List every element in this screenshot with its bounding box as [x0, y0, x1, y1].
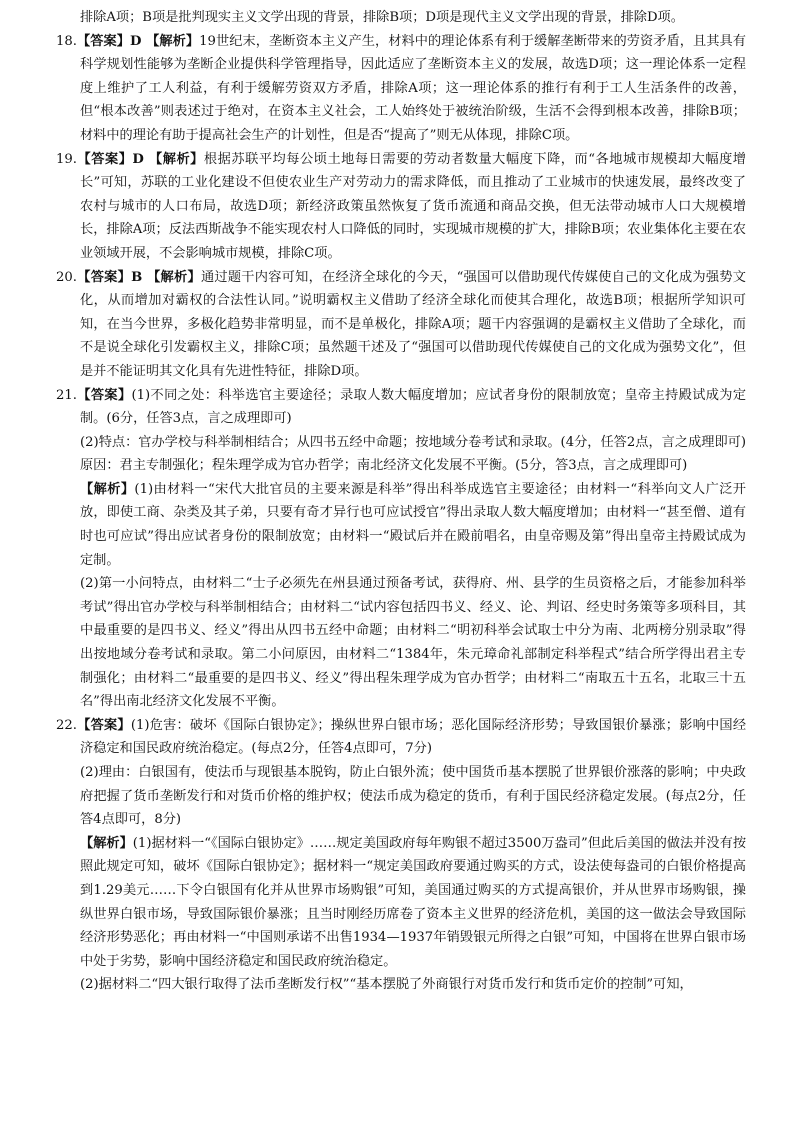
paragraph: [56, 6, 746, 30]
question-number: 18.: [56, 33, 77, 49]
answer-tag: 【解析】: [80, 481, 135, 497]
answer-document: [56, 6, 746, 997]
paragraph-text: (2)理由：白银国有，使法币与现银基本脱钩，防止白银外流；使中国货币基本摆脱了世界银价涨落的影响；中央政府把握了货币垄断发行和对货币价格的维护权；使法币成为稳定的货币，有利于国民经济稳定发展。(每点2分，任答4点即可，8分): [80, 765, 746, 828]
answer-tag: 【答案】: [76, 387, 132, 403]
paragraph-text: (1)由材料一“宋代大批官员的主要来源是科举”得出科举成选官主要途径；由材料一“科举向文人广泛开放，即使工商、杂类及其子弟，只要有奇才异行也可应试授官”得出录取人数大幅度增加；由材料一“甚至僧、道有时也可应试”得出应试者身份的限制放宽；由材料一“殿试后并在殿前唱名，由皇帝赐及第”得出皇帝主持殿试成为定制。: [80, 481, 746, 568]
paragraph-text: 19世纪末，垄断资本主义产生，材料中的理论体系有利于缓解垄断带来的劳资矛盾，且其具有科学规划性能够为垄断企业提供科学管理指导，因此适应了垄断资本主义的发展，故选D项；这一理论体系一定程度上维护了工人利益，有利于缓解劳资双方矛盾，排除A项；这一理论体系的推行有利于工人生活条件的改善，但“根本改善”则表述过于绝对，在资本主义社会，工人始终处于被统治阶级，生活不会得到根本改善，排除B项；材料中的理论有助于提高社会生产的计划性，但是否“提高了”则无从体现，排除C项。: [80, 33, 746, 143]
answer-tag: 【答案】: [76, 717, 131, 733]
paragraph: [56, 384, 746, 431]
question-number: 20.: [56, 269, 77, 285]
paragraph-text: 通过题干内容可知，在经济全球化的今天，“强国可以借助现代传媒使自己的文化成为强势文化，从而增加对霸权的合法性认同。”说明霸权主义借助了经济全球化而使其合理化，故选B项；根据所学知识可知，在当今世界，多极化趋势非常明显，而不是单极化，排除A项；题干内容强调的是霸权主义借助了全球化，而不是说全球化引发霸权主义，排除C项；虽然题干述及了“强国可以借助现代传媒使自己的文化成为强势文化”，但是并不能证明其文化具有先进性特征，排除D项。: [80, 269, 746, 379]
paragraph-text: (1)据材料一“《国际白银协定》……规定美国政府每年购银不超过3500万盎司”但此后美国的做法并没有按照此规定可知，破坏《国际白银协定》；据材料一“规定美国政府要通过购买的方式，设法使每盎司的白银价格提高到1.29美元……下令白银国有化并从世界市场购银”可知，美国通过购买的方式提高银价，并从世界市场购银，操纵世界白银市场，导致国际银价暴涨；且当时刚经历席卷了资本主义世界的经济危机，美国的这一做法会导致国际经济形势恶化；再由材料一“中国则承诺不出售1934—1937年销毁银元所得之白银”可知，中国将在世界白银市场中处于劣势，影响中国经济稳定和国民政府统治稳定。: [80, 835, 747, 969]
paragraph-text: 根据苏联平均每公顷土地每日需要的劳动者数量大幅度下降，而“各地城市规模却大幅度增长”可知，苏联的工业化建设不但使农业生产对劳动力的需求降低，而且推动了工业城市的快速发展，最终改变了农村与城市的人口布局，故选D项；新经济政策虽然恢复了货币流通和商品交换，但无法带动城市人口大规模增长，排除A项；反法西斯战争不能实现农村人口降低的同时，实现城市规模的扩大，排除B项；农业集体化主要在农业领域开展，不会影响城市规模，排除C项。: [80, 151, 746, 261]
answer-tag: 【答案】D 【解析】: [76, 33, 200, 49]
paragraph: [56, 832, 746, 974]
paragraph-text: (2)特点：官办学校与科举制相结合；从四书五经中命题；按地域分卷考试和录取。(4分，任答2点，言之成理即可)原因：君主专制强化；程朱理学成为官办哲学；南北经济文化发展不平衡。(5分，答3点，言之成理即可): [80, 434, 746, 474]
paragraph: [56, 478, 746, 572]
paragraph: [56, 148, 746, 266]
question-number: 19.: [56, 151, 77, 167]
paragraph: [56, 714, 746, 761]
paragraph: [56, 761, 746, 832]
paragraph: [56, 572, 746, 714]
question-number: 21.: [56, 387, 77, 403]
paragraph-text: (1)危害：破坏《国际白银协定》；操纵世界白银市场；恶化国际经济形势；导致国银价暴涨；影响中国经济稳定和国民政府统治稳定。(每点2分，任答4点即可，7分): [80, 717, 747, 757]
paragraph-text: (1)不同之处：科举选官主要途径；录取人数大幅度增加；应试者身份的限制放宽；皇帝主持殿试成为定制。(6分，任答3点，言之成理即可): [80, 387, 747, 427]
paragraph: [56, 266, 746, 384]
answer-tag: 【答案】B 【解析】: [76, 269, 201, 285]
paragraph-text: (2)据材料二“四大银行取得了法币垄断发行权”“基本摆脱了外商银行对货币发行和货币定价的控制”可知，: [80, 977, 693, 993]
answer-tag: 【解析】: [80, 835, 133, 851]
paragraph-text: 排除A项；B项是批判现实主义文学出现的背景，排除B项；D项是现代主义文学出现的背景，排除D项。: [80, 10, 684, 25]
paragraph: [56, 30, 746, 148]
paragraph: [56, 431, 746, 478]
paragraph-text: (2)第一小问特点，由材料二“士子必须先在州县通过预备考试，获得府、州、县学的生员资格之后，才能参加科举考试”得出官办学校与科举制相结合；由材料二“试内容包括四书义、经义、论、判诏、经史时务策等多项科目，其中最重要的是四书义、经义”得出从四书五经中命题；由材料二“明初科举会试取士中分为南、北两榜分别录取”得出按地域分卷考试和录取。第二小问原因，由材料二“1384年，朱元璋命礼部制定科举程式”结合所学得出君主专制强化；由材料二“最重要的是四书义、经义”得出程朱理学成为官办哲学；由材料二“南取五十五名，北取三十五名”得出南北经济文化发展不平衡。: [80, 576, 746, 710]
paragraph: [56, 973, 746, 997]
question-number: 22.: [56, 717, 77, 733]
answer-tag: 【答案】D 【解析】: [76, 151, 204, 167]
